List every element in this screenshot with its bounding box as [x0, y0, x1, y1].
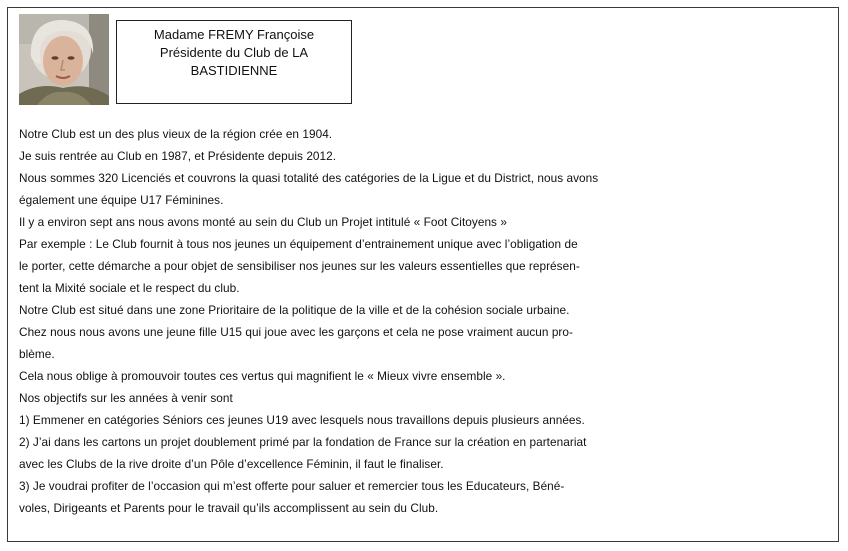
text-line: 3) Je voudrai profiter de l’occasion qui m’est offerte pour saluer et remercier tous les Educateurs, Béné-: [19, 479, 565, 493]
caption-name: Madame FREMY Françoise: [153, 27, 315, 42]
body-text: [19, 123, 831, 519]
text-line: Il y a environ sept ans nous avons monté au sein du Club un Projet intitulé « Foot Citoyens »: [19, 215, 507, 229]
text-line: Notre Club est situé dans une zone Prioritaire de la politique de la ville et de la cohésion sociale urbaine.: [19, 303, 570, 317]
caption-role-line1: Présidente du Club de LA: [159, 45, 309, 60]
text-line: voles, Dirigeants et Parents pour le travail qu’ils accomplissent au sein du Club.: [19, 501, 439, 515]
text-line: Je suis rentrée au Club en 1987, et Présidente depuis 2012.: [19, 149, 337, 163]
text-line: tent la Mixité sociale et le respect du club.: [19, 281, 240, 295]
text-line: Chez nous nous avons une jeune fille U15 qui joue avec les garçons et cela ne pose vraiment aucun pro-: [19, 325, 573, 339]
text-line: avec les Clubs de la rive droite d’un Pôle d’excellence Féminin, il faut le finaliser.: [19, 457, 444, 471]
caption-box: [116, 20, 352, 104]
caption-role-line2: BASTIDIENNE: [190, 63, 278, 78]
text-line: Par exemple : Le Club fournit à tous nos jeunes un équipement d’entrainement unique avec l’obligation de: [19, 237, 578, 251]
text-line: Notre Club est un des plus vieux de la région crée en 1904.: [19, 127, 333, 141]
text-line: Cela nous oblige à promouvoir toutes ces vertus qui magnifient le « Mieux vivre ensemble ».: [19, 369, 506, 383]
text-line: Nous sommes 320 Licenciés et couvrons la quasi totalité des catégories de la Ligue et du District, nous avons: [19, 171, 599, 185]
text-line: 1) Emmener en catégories Séniors ces jeunes U19 avec lesquels nous travaillons depuis plusieurs années.: [19, 413, 585, 427]
text-line: le porter, cette démarche a pour objet de sensibiliser nos jeunes sur les valeurs essentielles que représen-: [19, 259, 580, 273]
text-line: 2) J’ai dans les cartons un projet doublement primé par la fondation de France sur la création en partenariat: [19, 435, 587, 449]
text-line: également une équipe U17 Féminines.: [19, 193, 224, 207]
text-line: blème.: [19, 347, 55, 361]
portrait-photo: [19, 14, 109, 105]
text-line: Nos objectifs sur les années à venir sont: [19, 391, 233, 405]
